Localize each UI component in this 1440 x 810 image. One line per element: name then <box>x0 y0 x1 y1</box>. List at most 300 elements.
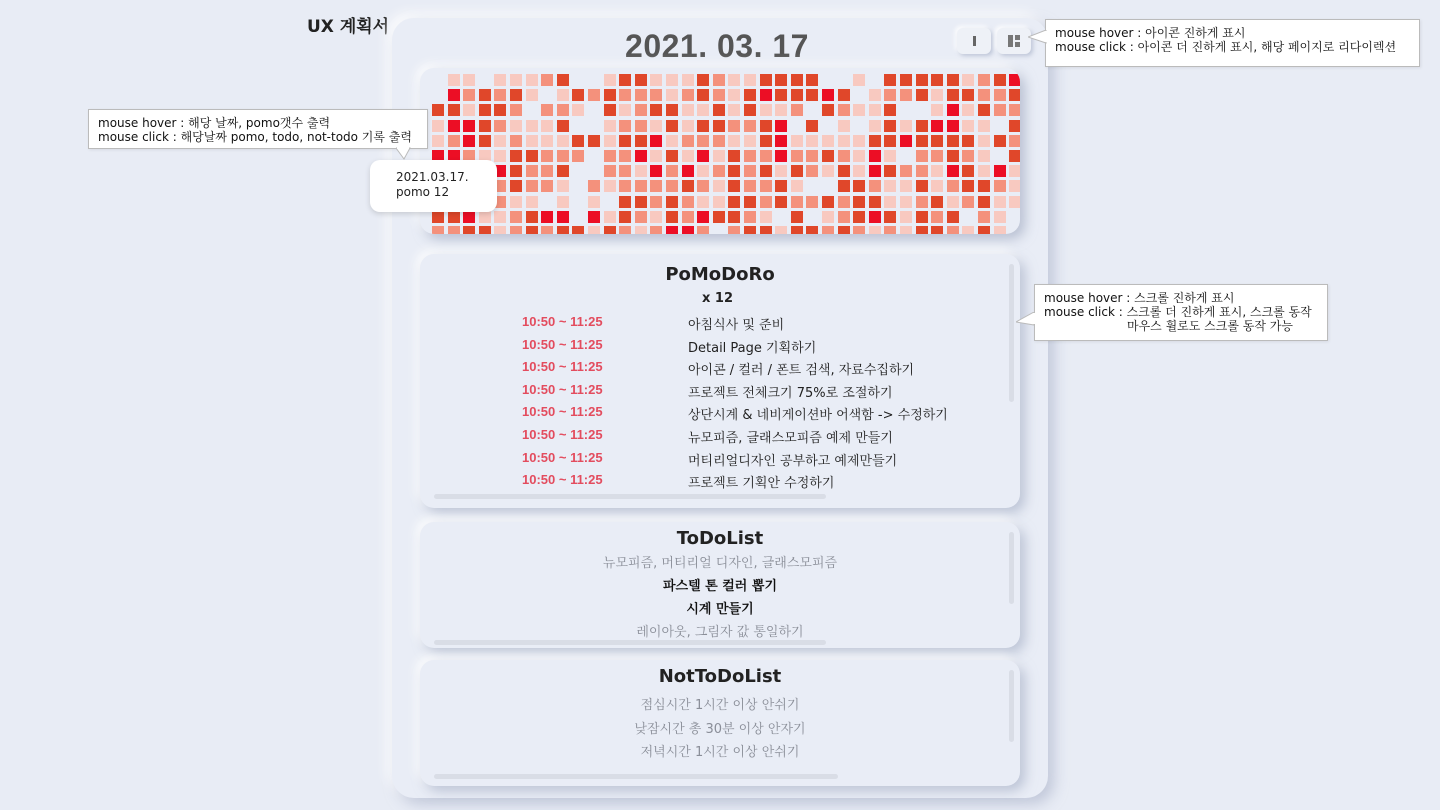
heatmap-cell[interactable] <box>557 211 569 223</box>
heatmap-cell[interactable] <box>682 89 694 101</box>
heatmap-cell[interactable] <box>635 165 647 177</box>
heatmap-cell[interactable] <box>791 196 803 208</box>
heatmap-cell[interactable] <box>713 89 725 101</box>
heatmap-cell[interactable] <box>557 120 569 132</box>
heatmap-cell[interactable] <box>635 150 647 162</box>
heatmap-cell[interactable] <box>619 120 631 132</box>
heatmap-cell[interactable] <box>931 89 943 101</box>
heatmap-cell[interactable] <box>604 104 616 116</box>
heatmap-cell[interactable] <box>916 135 928 147</box>
heatmap-cell[interactable] <box>728 104 740 116</box>
heatmap-cell[interactable] <box>962 104 974 116</box>
heatmap-cell[interactable] <box>526 165 538 177</box>
heatmap-cell[interactable] <box>432 120 444 132</box>
nottodo-item[interactable]: 점심시간 1시간 이상 안쉬기 <box>640 698 800 713</box>
heatmap-cell[interactable] <box>463 74 475 86</box>
heatmap-cell[interactable] <box>760 226 772 234</box>
heatmap-cell[interactable] <box>916 165 928 177</box>
heatmap-cell[interactable] <box>572 104 584 116</box>
heatmap-cell[interactable] <box>588 135 600 147</box>
heatmap-cell[interactable] <box>682 211 694 223</box>
heatmap-cell[interactable] <box>494 89 506 101</box>
heatmap-cell[interactable] <box>1009 165 1020 177</box>
heatmap-cell[interactable] <box>838 180 850 192</box>
heatmap-cell[interactable] <box>494 120 506 132</box>
heatmap-cell[interactable] <box>931 135 943 147</box>
heatmap-cell[interactable] <box>775 104 787 116</box>
heatmap-cell[interactable] <box>822 104 834 116</box>
heatmap-cell[interactable] <box>994 74 1006 86</box>
nottodo-vertical-scrollbar[interactable] <box>1009 670 1014 742</box>
heatmap-cell[interactable] <box>557 226 569 234</box>
heatmap-cell[interactable] <box>666 104 678 116</box>
heatmap-cell[interactable] <box>463 226 475 234</box>
heatmap-cell[interactable] <box>619 89 631 101</box>
heatmap-cell[interactable] <box>697 104 709 116</box>
heatmap-cell[interactable] <box>650 135 662 147</box>
heatmap-cell[interactable] <box>947 89 959 101</box>
heatmap-cell[interactable] <box>838 165 850 177</box>
heatmap-cell[interactable] <box>853 180 865 192</box>
heatmap-cell[interactable] <box>557 104 569 116</box>
heatmap-cell[interactable] <box>588 211 600 223</box>
heatmap-cell[interactable] <box>666 150 678 162</box>
heatmap-cell[interactable] <box>510 104 522 116</box>
heatmap-cell[interactable] <box>869 226 881 234</box>
heatmap-cell[interactable] <box>760 104 772 116</box>
heatmap-cell[interactable] <box>916 196 928 208</box>
heatmap-cell[interactable] <box>1009 196 1020 208</box>
heatmap-cell[interactable] <box>713 104 725 116</box>
layout-icon-button[interactable] <box>997 28 1031 54</box>
heatmap-cell[interactable] <box>791 89 803 101</box>
heatmap-cell[interactable] <box>791 211 803 223</box>
heatmap-cell[interactable] <box>822 89 834 101</box>
heatmap-cell[interactable] <box>463 89 475 101</box>
heatmap-cell[interactable] <box>947 196 959 208</box>
heatmap-cell[interactable] <box>526 89 538 101</box>
heatmap-cell[interactable] <box>510 150 522 162</box>
heatmap-cell[interactable] <box>884 104 896 116</box>
heatmap-cell[interactable] <box>869 120 881 132</box>
heatmap-cell[interactable] <box>791 226 803 234</box>
heatmap-cell[interactable] <box>900 74 912 86</box>
heatmap-cell[interactable] <box>697 120 709 132</box>
heatmap-cell[interactable] <box>947 104 959 116</box>
heatmap-cell[interactable] <box>900 196 912 208</box>
heatmap-cell[interactable] <box>463 104 475 116</box>
heatmap-cell[interactable] <box>994 196 1006 208</box>
heatmap-cell[interactable] <box>806 165 818 177</box>
heatmap-cell[interactable] <box>510 135 522 147</box>
nottodo-item[interactable]: 낮잠시간 총 30분 이상 안자기 <box>634 721 806 737</box>
heatmap-cell[interactable] <box>853 74 865 86</box>
heatmap-cell[interactable] <box>448 74 460 86</box>
heatmap-cell[interactable] <box>900 89 912 101</box>
heatmap-cell[interactable] <box>994 104 1006 116</box>
heatmap-cell[interactable] <box>994 226 1006 234</box>
heatmap-cell[interactable] <box>775 165 787 177</box>
heatmap-cell[interactable] <box>744 165 756 177</box>
heatmap-cell[interactable] <box>541 120 553 132</box>
heatmap-cell[interactable] <box>713 74 725 86</box>
heatmap-cell[interactable] <box>978 211 990 223</box>
heatmap-cell[interactable] <box>479 89 491 101</box>
heatmap-cell[interactable] <box>838 120 850 132</box>
heatmap-cell[interactable] <box>650 89 662 101</box>
heatmap-cell[interactable] <box>962 135 974 147</box>
heatmap-cell[interactable] <box>962 74 974 86</box>
heatmap-cell[interactable] <box>916 150 928 162</box>
heatmap-cell[interactable] <box>650 150 662 162</box>
heatmap-cell[interactable] <box>650 120 662 132</box>
heatmap-cell[interactable] <box>791 180 803 192</box>
heatmap-cell[interactable] <box>526 150 538 162</box>
todo-vertical-scrollbar[interactable] <box>1009 532 1014 604</box>
heatmap-cell[interactable] <box>728 226 740 234</box>
heatmap-cell[interactable] <box>666 165 678 177</box>
heatmap-cell[interactable] <box>510 226 522 234</box>
heatmap-cell[interactable] <box>869 180 881 192</box>
heatmap-cell[interactable] <box>557 165 569 177</box>
heatmap-cell[interactable] <box>697 89 709 101</box>
heatmap-cell[interactable] <box>604 165 616 177</box>
heatmap-cell[interactable] <box>604 150 616 162</box>
heatmap-cell[interactable] <box>541 180 553 192</box>
heatmap-cell[interactable] <box>760 120 772 132</box>
heatmap-cell[interactable] <box>713 165 725 177</box>
todo-item[interactable]: 파스텔 톤 컬러 뽑기 <box>662 579 778 594</box>
heatmap-cell[interactable] <box>884 74 896 86</box>
heatmap-cell[interactable] <box>853 104 865 116</box>
nottodo-item[interactable]: 저녁시간 1시간 이상 안쉬기 <box>640 745 800 760</box>
heatmap-cell[interactable] <box>931 180 943 192</box>
heatmap-cell[interactable] <box>697 226 709 234</box>
heatmap-cell[interactable] <box>650 196 662 208</box>
heatmap-cell[interactable] <box>838 104 850 116</box>
heatmap-cell[interactable] <box>900 135 912 147</box>
heatmap-cell[interactable] <box>884 89 896 101</box>
heatmap-cell[interactable] <box>760 89 772 101</box>
heatmap-cell[interactable] <box>510 211 522 223</box>
heatmap-cell[interactable] <box>510 120 522 132</box>
heatmap-cell[interactable] <box>947 180 959 192</box>
heatmap-cell[interactable] <box>947 120 959 132</box>
heatmap-cell[interactable] <box>962 89 974 101</box>
heatmap-cell[interactable] <box>448 89 460 101</box>
heatmap-cell[interactable] <box>526 120 538 132</box>
heatmap-cell[interactable] <box>510 89 522 101</box>
heatmap-cell[interactable] <box>728 196 740 208</box>
heatmap-cell[interactable] <box>916 180 928 192</box>
heatmap-cell[interactable] <box>494 104 506 116</box>
heatmap-cell[interactable] <box>900 211 912 223</box>
heatmap-cell[interactable] <box>760 196 772 208</box>
heatmap-cell[interactable] <box>604 89 616 101</box>
heatmap-cell[interactable] <box>650 74 662 86</box>
heatmap-cell[interactable] <box>900 120 912 132</box>
heatmap-cell[interactable] <box>931 74 943 86</box>
heatmap-cell[interactable] <box>900 226 912 234</box>
heatmap-cell[interactable] <box>978 196 990 208</box>
heatmap-cell[interactable] <box>526 135 538 147</box>
heatmap-cell[interactable] <box>448 135 460 147</box>
heatmap-cell[interactable] <box>588 196 600 208</box>
heatmap-cell[interactable] <box>1009 104 1020 116</box>
heatmap-cell[interactable] <box>541 211 553 223</box>
heatmap-cell[interactable] <box>635 120 647 132</box>
heatmap-cell[interactable] <box>619 226 631 234</box>
heatmap-cell[interactable] <box>697 74 709 86</box>
heatmap-cell[interactable] <box>978 180 990 192</box>
heatmap-cell[interactable] <box>572 150 584 162</box>
heatmap-cell[interactable] <box>463 120 475 132</box>
heatmap-cell[interactable] <box>557 150 569 162</box>
heatmap-cell[interactable] <box>744 89 756 101</box>
heatmap-cell[interactable] <box>541 135 553 147</box>
heatmap-cell[interactable] <box>650 211 662 223</box>
todo-horizontal-scrollbar[interactable] <box>434 640 826 645</box>
heatmap-cell[interactable] <box>931 196 943 208</box>
heatmap-cell[interactable] <box>604 211 616 223</box>
heatmap-cell[interactable] <box>572 135 584 147</box>
heatmap-cell[interactable] <box>448 120 460 132</box>
heatmap-cell[interactable] <box>791 74 803 86</box>
heatmap-cell[interactable] <box>838 135 850 147</box>
heatmap-cell[interactable] <box>541 165 553 177</box>
heatmap-cell[interactable] <box>884 150 896 162</box>
heatmap-cell[interactable] <box>775 135 787 147</box>
heatmap-cell[interactable] <box>884 226 896 234</box>
heatmap-cell[interactable] <box>682 226 694 234</box>
heatmap-cell[interactable] <box>806 226 818 234</box>
heatmap-cell[interactable] <box>744 104 756 116</box>
heatmap-cell[interactable] <box>900 165 912 177</box>
heatmap-cell[interactable] <box>822 226 834 234</box>
heatmap-cell[interactable] <box>916 211 928 223</box>
heatmap-cell[interactable] <box>744 150 756 162</box>
heatmap-cell[interactable] <box>557 135 569 147</box>
heatmap-cell[interactable] <box>619 165 631 177</box>
heatmap-cell[interactable] <box>822 135 834 147</box>
heatmap-cell[interactable] <box>838 89 850 101</box>
heatmap-cell[interactable] <box>884 180 896 192</box>
heatmap-cell[interactable] <box>916 226 928 234</box>
heatmap-cell[interactable] <box>947 150 959 162</box>
heatmap-cell[interactable] <box>806 196 818 208</box>
heatmap-cell[interactable] <box>994 211 1006 223</box>
heatmap-cell[interactable] <box>682 104 694 116</box>
heatmap-cell[interactable] <box>728 150 740 162</box>
heatmap-cell[interactable] <box>572 89 584 101</box>
heatmap-cell[interactable] <box>432 135 444 147</box>
heatmap-cell[interactable] <box>697 135 709 147</box>
heatmap-cell[interactable] <box>931 226 943 234</box>
heatmap-cell[interactable] <box>978 135 990 147</box>
heatmap-cell[interactable] <box>931 165 943 177</box>
todo-item[interactable]: 레이아웃, 그림자 값 통일하기 <box>636 625 804 640</box>
heatmap-cell[interactable] <box>713 120 725 132</box>
heatmap-cell[interactable] <box>541 74 553 86</box>
heatmap-cell[interactable] <box>448 226 460 234</box>
heatmap-cell[interactable] <box>619 135 631 147</box>
heatmap-cell[interactable] <box>806 89 818 101</box>
heatmap-cell[interactable] <box>947 226 959 234</box>
heatmap-cell[interactable] <box>900 180 912 192</box>
heatmap-cell[interactable] <box>510 165 522 177</box>
heatmap-cell[interactable] <box>884 211 896 223</box>
heatmap-cell[interactable] <box>635 196 647 208</box>
heatmap-cell[interactable] <box>666 74 678 86</box>
heatmap-cell[interactable] <box>432 104 444 116</box>
heatmap-cell[interactable] <box>713 211 725 223</box>
heatmap-cell[interactable] <box>1009 135 1020 147</box>
heatmap-cell[interactable] <box>978 89 990 101</box>
heatmap-cell[interactable] <box>604 74 616 86</box>
heatmap-cell[interactable] <box>744 226 756 234</box>
heatmap-cell[interactable] <box>962 226 974 234</box>
heatmap-cell[interactable] <box>884 196 896 208</box>
heatmap-cell[interactable] <box>869 165 881 177</box>
heatmap-cell[interactable] <box>588 180 600 192</box>
heatmap-cell[interactable] <box>635 104 647 116</box>
heatmap-cell[interactable] <box>604 135 616 147</box>
heatmap-cell[interactable] <box>479 120 491 132</box>
heatmap-cell[interactable] <box>526 226 538 234</box>
heatmap-cell[interactable] <box>619 180 631 192</box>
heatmap-cell[interactable] <box>728 120 740 132</box>
heatmap-cell[interactable] <box>962 120 974 132</box>
heatmap-cell[interactable] <box>916 89 928 101</box>
heatmap-cell[interactable] <box>869 89 881 101</box>
heatmap-cell[interactable] <box>604 120 616 132</box>
heatmap-cell[interactable] <box>604 226 616 234</box>
heatmap-cell[interactable] <box>806 74 818 86</box>
heatmap-cell[interactable] <box>619 211 631 223</box>
heatmap-cell[interactable] <box>650 165 662 177</box>
heatmap-cell[interactable] <box>978 165 990 177</box>
heatmap-cell[interactable] <box>775 180 787 192</box>
heatmap-cell[interactable] <box>760 74 772 86</box>
heatmap-cell[interactable] <box>526 74 538 86</box>
heatmap-cell[interactable] <box>869 211 881 223</box>
heatmap-cell[interactable] <box>728 165 740 177</box>
heatmap-cell[interactable] <box>994 135 1006 147</box>
heatmap-cell[interactable] <box>947 165 959 177</box>
heatmap-cell[interactable] <box>822 150 834 162</box>
pomodoro-vertical-scrollbar[interactable] <box>1009 264 1014 402</box>
heatmap-cell[interactable] <box>635 89 647 101</box>
heatmap-cell[interactable] <box>978 74 990 86</box>
heatmap-cell[interactable] <box>994 89 1006 101</box>
heatmap-cell[interactable] <box>666 120 678 132</box>
heatmap-cell[interactable] <box>635 211 647 223</box>
heatmap-cell[interactable] <box>916 74 928 86</box>
heatmap-cell[interactable] <box>526 180 538 192</box>
heatmap-cell[interactable] <box>869 150 881 162</box>
heatmap-cell[interactable] <box>682 74 694 86</box>
heatmap-cell[interactable] <box>760 135 772 147</box>
heatmap-cell[interactable] <box>635 180 647 192</box>
heatmap-cell[interactable] <box>432 211 444 223</box>
heatmap-cell[interactable] <box>869 196 881 208</box>
heatmap-cell[interactable] <box>448 104 460 116</box>
heatmap-cell[interactable] <box>1009 150 1020 162</box>
heatmap-cell[interactable] <box>604 180 616 192</box>
heatmap-cell[interactable] <box>791 135 803 147</box>
heatmap-cell[interactable] <box>666 135 678 147</box>
heatmap-cell[interactable] <box>494 150 506 162</box>
heatmap-cell[interactable] <box>978 150 990 162</box>
heatmap-cell[interactable] <box>432 226 444 234</box>
heatmap-cell[interactable] <box>947 211 959 223</box>
heatmap-cell[interactable] <box>666 180 678 192</box>
heatmap-cell[interactable] <box>775 89 787 101</box>
heatmap-cell[interactable] <box>463 135 475 147</box>
heatmap-cell[interactable] <box>744 196 756 208</box>
heatmap-cell[interactable] <box>682 120 694 132</box>
heatmap-cell[interactable] <box>760 165 772 177</box>
heatmap-cell[interactable] <box>494 74 506 86</box>
heatmap-cell[interactable] <box>682 150 694 162</box>
heatmap-cell[interactable] <box>853 196 865 208</box>
bar-icon-button[interactable] <box>957 28 991 54</box>
heatmap-cell[interactable] <box>838 196 850 208</box>
heatmap-cell[interactable] <box>994 165 1006 177</box>
heatmap-cell[interactable] <box>775 74 787 86</box>
heatmap-cell[interactable] <box>697 180 709 192</box>
heatmap-cell[interactable] <box>463 211 475 223</box>
heatmap-cell[interactable] <box>853 150 865 162</box>
heatmap-cell[interactable] <box>682 135 694 147</box>
heatmap-cell[interactable] <box>853 135 865 147</box>
heatmap-cell[interactable] <box>728 135 740 147</box>
heatmap-cell[interactable] <box>479 104 491 116</box>
heatmap-cell[interactable] <box>869 135 881 147</box>
heatmap-cell[interactable] <box>728 211 740 223</box>
pomodoro-horizontal-scrollbar[interactable] <box>434 494 826 499</box>
heatmap-cell[interactable] <box>744 180 756 192</box>
heatmap-cell[interactable] <box>1009 180 1020 192</box>
heatmap-cell[interactable] <box>541 150 553 162</box>
heatmap-cell[interactable] <box>479 135 491 147</box>
heatmap-cell[interactable] <box>931 211 943 223</box>
heatmap-cell[interactable] <box>775 150 787 162</box>
heatmap-cell[interactable] <box>1009 120 1020 132</box>
heatmap-cell[interactable] <box>713 180 725 192</box>
heatmap-cell[interactable] <box>775 196 787 208</box>
heatmap-cell[interactable] <box>775 226 787 234</box>
heatmap-cell[interactable] <box>822 165 834 177</box>
todo-item[interactable]: 뉴모피즘, 머티리얼 디자인, 글래스모피즘 <box>602 556 838 571</box>
heatmap-cell[interactable] <box>541 226 553 234</box>
heatmap-cell[interactable] <box>978 120 990 132</box>
heatmap-cell[interactable] <box>510 180 522 192</box>
heatmap-cell[interactable] <box>962 180 974 192</box>
heatmap-cell[interactable] <box>557 74 569 86</box>
heatmap-cell[interactable] <box>682 180 694 192</box>
heatmap-cell[interactable] <box>744 74 756 86</box>
heatmap-cell[interactable] <box>916 120 928 132</box>
heatmap-cell[interactable] <box>728 180 740 192</box>
heatmap-cell[interactable] <box>978 226 990 234</box>
heatmap-cell[interactable] <box>448 211 460 223</box>
heatmap-cell[interactable] <box>650 104 662 116</box>
heatmap-cell[interactable] <box>1009 89 1020 101</box>
heatmap-cell[interactable] <box>791 165 803 177</box>
heatmap-cell[interactable] <box>526 211 538 223</box>
heatmap-cell[interactable] <box>619 104 631 116</box>
